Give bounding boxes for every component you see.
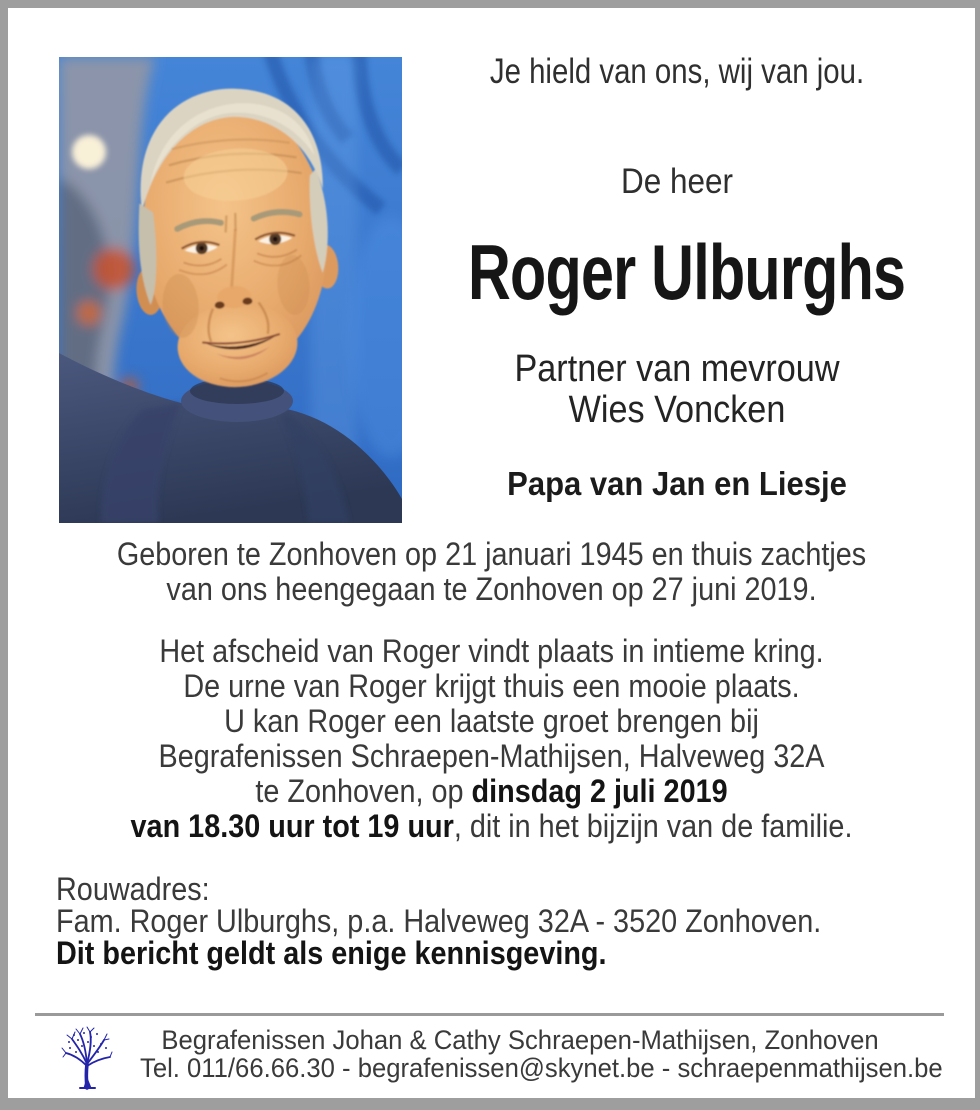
footer-divider [35, 1013, 944, 1016]
kennisgeving-line: Dit bericht geldt als enige kennisgeving. [56, 935, 607, 971]
date-line [56, 773, 926, 810]
farewell-line-3: U kan Roger een laatste groet brengen bij [224, 703, 759, 739]
deceased-name: Roger Ulburghs [468, 228, 906, 316]
partner-line-2: Wies Voncken [568, 389, 786, 431]
farewell-line-1: Het afscheid van Roger vindt plaats in intieme kring. [159, 633, 824, 669]
tree-icon [60, 1026, 114, 1090]
birth-line-1: Geboren te Zonhoven op 21 januari 1945 en thuis zachtjes [116, 536, 867, 572]
date-line-prefix: te Zonhoven, op [255, 773, 472, 809]
rouwadres-label: Rouwadres: [56, 871, 210, 907]
partner-line-1: Partner van mevrouw [514, 348, 840, 390]
time-line [56, 808, 926, 845]
time-line-bold: van 18.30 uur tot 19 uur [130, 808, 454, 844]
footer-line-2: Tel. 011/66.66.30 - begrafenissen@skynet.be - schraepenmathijsen.be [140, 1053, 943, 1083]
salutation-text: De heer [620, 162, 734, 201]
portrait-photo [59, 57, 402, 523]
birth-line-2: van ons heengegaan te Zonhoven op 27 juni 2019. [166, 571, 817, 607]
epigraph-text: Je hield van ons, wij van jou. [489, 52, 865, 91]
obituary-card [8, 8, 975, 1098]
farewell-line-2: De urne van Roger krijgt thuis een mooie plaats. [183, 668, 800, 704]
footer-line-1: Begrafenissen Johan & Cathy Schraepen-Mathijsen, Zonhoven [161, 1025, 879, 1055]
rouwadres-address: Fam. Roger Ulburghs, p.a. Halveweg 32A - 3520 Zonhoven. [56, 903, 822, 939]
header-column [402, 8, 952, 528]
farewell-line-4: Begrafenissen Schraepen-Mathijsen, Halveweg 32A [158, 738, 825, 774]
papa-line: Papa van Jan en Liesje [507, 465, 847, 502]
time-line-suffix: , dit in het bijzijn van de familie. [453, 808, 853, 844]
date-line-bold: dinsdag 2 juli 2019 [471, 773, 728, 809]
